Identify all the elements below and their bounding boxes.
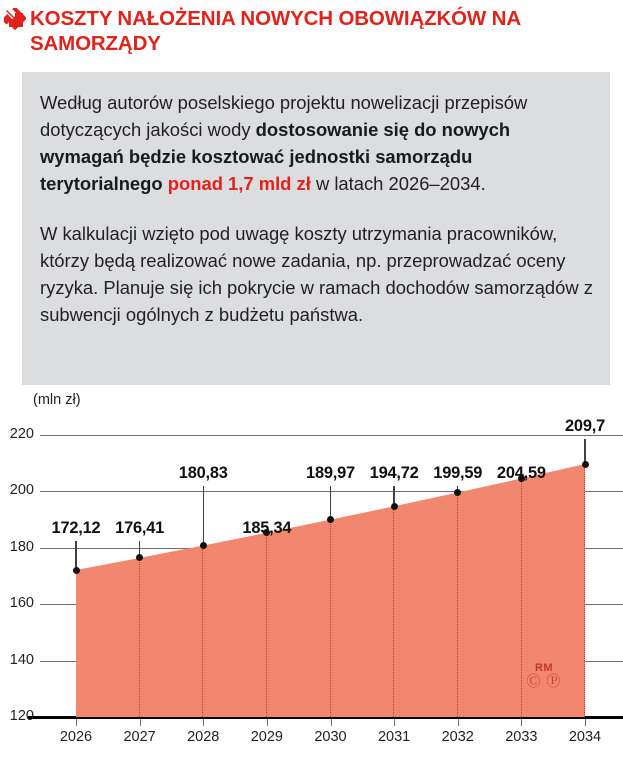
y-axis-tick-label: 120	[9, 708, 34, 724]
in-area-guide-line	[266, 537, 268, 717]
in-area-guide-line	[457, 497, 459, 717]
data-point-label: 194,72	[369, 464, 419, 482]
x-axis-tick-label: 2028	[187, 729, 220, 745]
data-point-label: 204,59	[496, 464, 546, 482]
x-axis-tick-mark	[76, 719, 77, 726]
in-area-guide-line	[139, 562, 141, 717]
arrow-down-right-icon	[4, 8, 26, 30]
x-axis-tick-mark	[331, 719, 332, 726]
in-area-guide-line	[393, 510, 395, 717]
x-axis-tick-mark	[458, 719, 459, 726]
chart-unit-label: (mln zł)	[33, 392, 81, 408]
data-point-label: 209,7	[564, 417, 606, 435]
y-axis-tick-label: 220	[9, 426, 34, 442]
y-axis-tick-label: 200	[9, 482, 34, 499]
x-axis-tick-label: 2032	[441, 729, 474, 745]
x-axis-tick-mark	[585, 719, 586, 726]
paragraph-1-plain-end: w latach 2026–2034.	[310, 173, 486, 194]
x-axis-tick-label: 2030	[314, 729, 347, 745]
paragraph-1-plain-start: Według autorów poselskiego projektu nowelizacji przepisów dotyczących jakości wody	[40, 92, 528, 140]
summary-paragraph-2: W kalkulacji wzięto pod uwagę koszty utrzymania pracowników, którzy będą realizować nowe zadania, np. przeprowadzać oceny ryzyka. Planuje się ich pokrycie w ramach dochodów samorządów z subwencji ogólnych z budżetu państwa.	[40, 223, 593, 325]
x-axis-tick-label: 2026	[59, 729, 93, 745]
page-title: KOSZTY NAŁOŻENIA NOWYCH OBOWIĄZKÓW NA SAMORZĄDY	[30, 7, 521, 55]
header	[0, 0, 623, 62]
data-point-label: 199,59	[433, 464, 483, 482]
x-axis-tick-label: 2033	[505, 729, 538, 745]
chart-plot-area	[0, 392, 623, 760]
data-point-marker	[582, 461, 589, 468]
data-label-leader-line	[75, 541, 76, 570]
area-chart	[0, 392, 623, 760]
chart-area-series	[0, 392, 623, 760]
data-point-label: 176,41	[115, 519, 165, 537]
watermark-initials: RM	[535, 662, 553, 674]
data-point-marker	[73, 567, 80, 574]
x-axis-tick-label: 2034	[568, 729, 602, 745]
x-axis-tick-mark	[521, 719, 522, 726]
x-axis-tick-mark	[203, 719, 204, 726]
data-label-leader-line	[203, 486, 204, 545]
in-area-guide-line	[202, 549, 204, 717]
x-axis-tick-mark	[267, 719, 268, 726]
data-label-leader-line	[330, 486, 331, 520]
x-axis-tick-mark	[140, 719, 141, 726]
watermark	[517, 662, 571, 689]
watermark-copyright-marks: Ⓒ Ⓟ	[526, 673, 562, 689]
in-area-guide-line	[330, 524, 332, 717]
y-axis-tick-label: 140	[9, 651, 34, 668]
data-point-marker	[200, 542, 207, 549]
data-point-label: 189,97	[306, 464, 355, 482]
data-point-label: 180,83	[178, 464, 228, 482]
in-area-guide-line	[584, 468, 586, 717]
data-point-marker	[391, 503, 398, 510]
x-axis-tick-label: 2029	[250, 729, 283, 745]
y-axis-tick-label: 180	[9, 538, 34, 555]
data-point-label: 185,34	[242, 519, 292, 537]
x-axis-tick-label: 2027	[123, 729, 156, 745]
y-axis-tick-label: 160	[9, 595, 34, 612]
summary-paragraph-1	[40, 89, 596, 197]
x-axis-tick-mark	[394, 719, 395, 726]
paragraph-1-highlight: ponad 1,7 mld zł	[167, 173, 311, 194]
summary-panel	[22, 72, 610, 385]
paragraph-1-bold: dostosowanie się do nowych wymagań będzie kosztować jednostki samorządu terytorialnego	[40, 119, 511, 194]
data-point-label: 172,12	[51, 519, 101, 537]
x-axis-tick-label: 2031	[377, 729, 411, 745]
